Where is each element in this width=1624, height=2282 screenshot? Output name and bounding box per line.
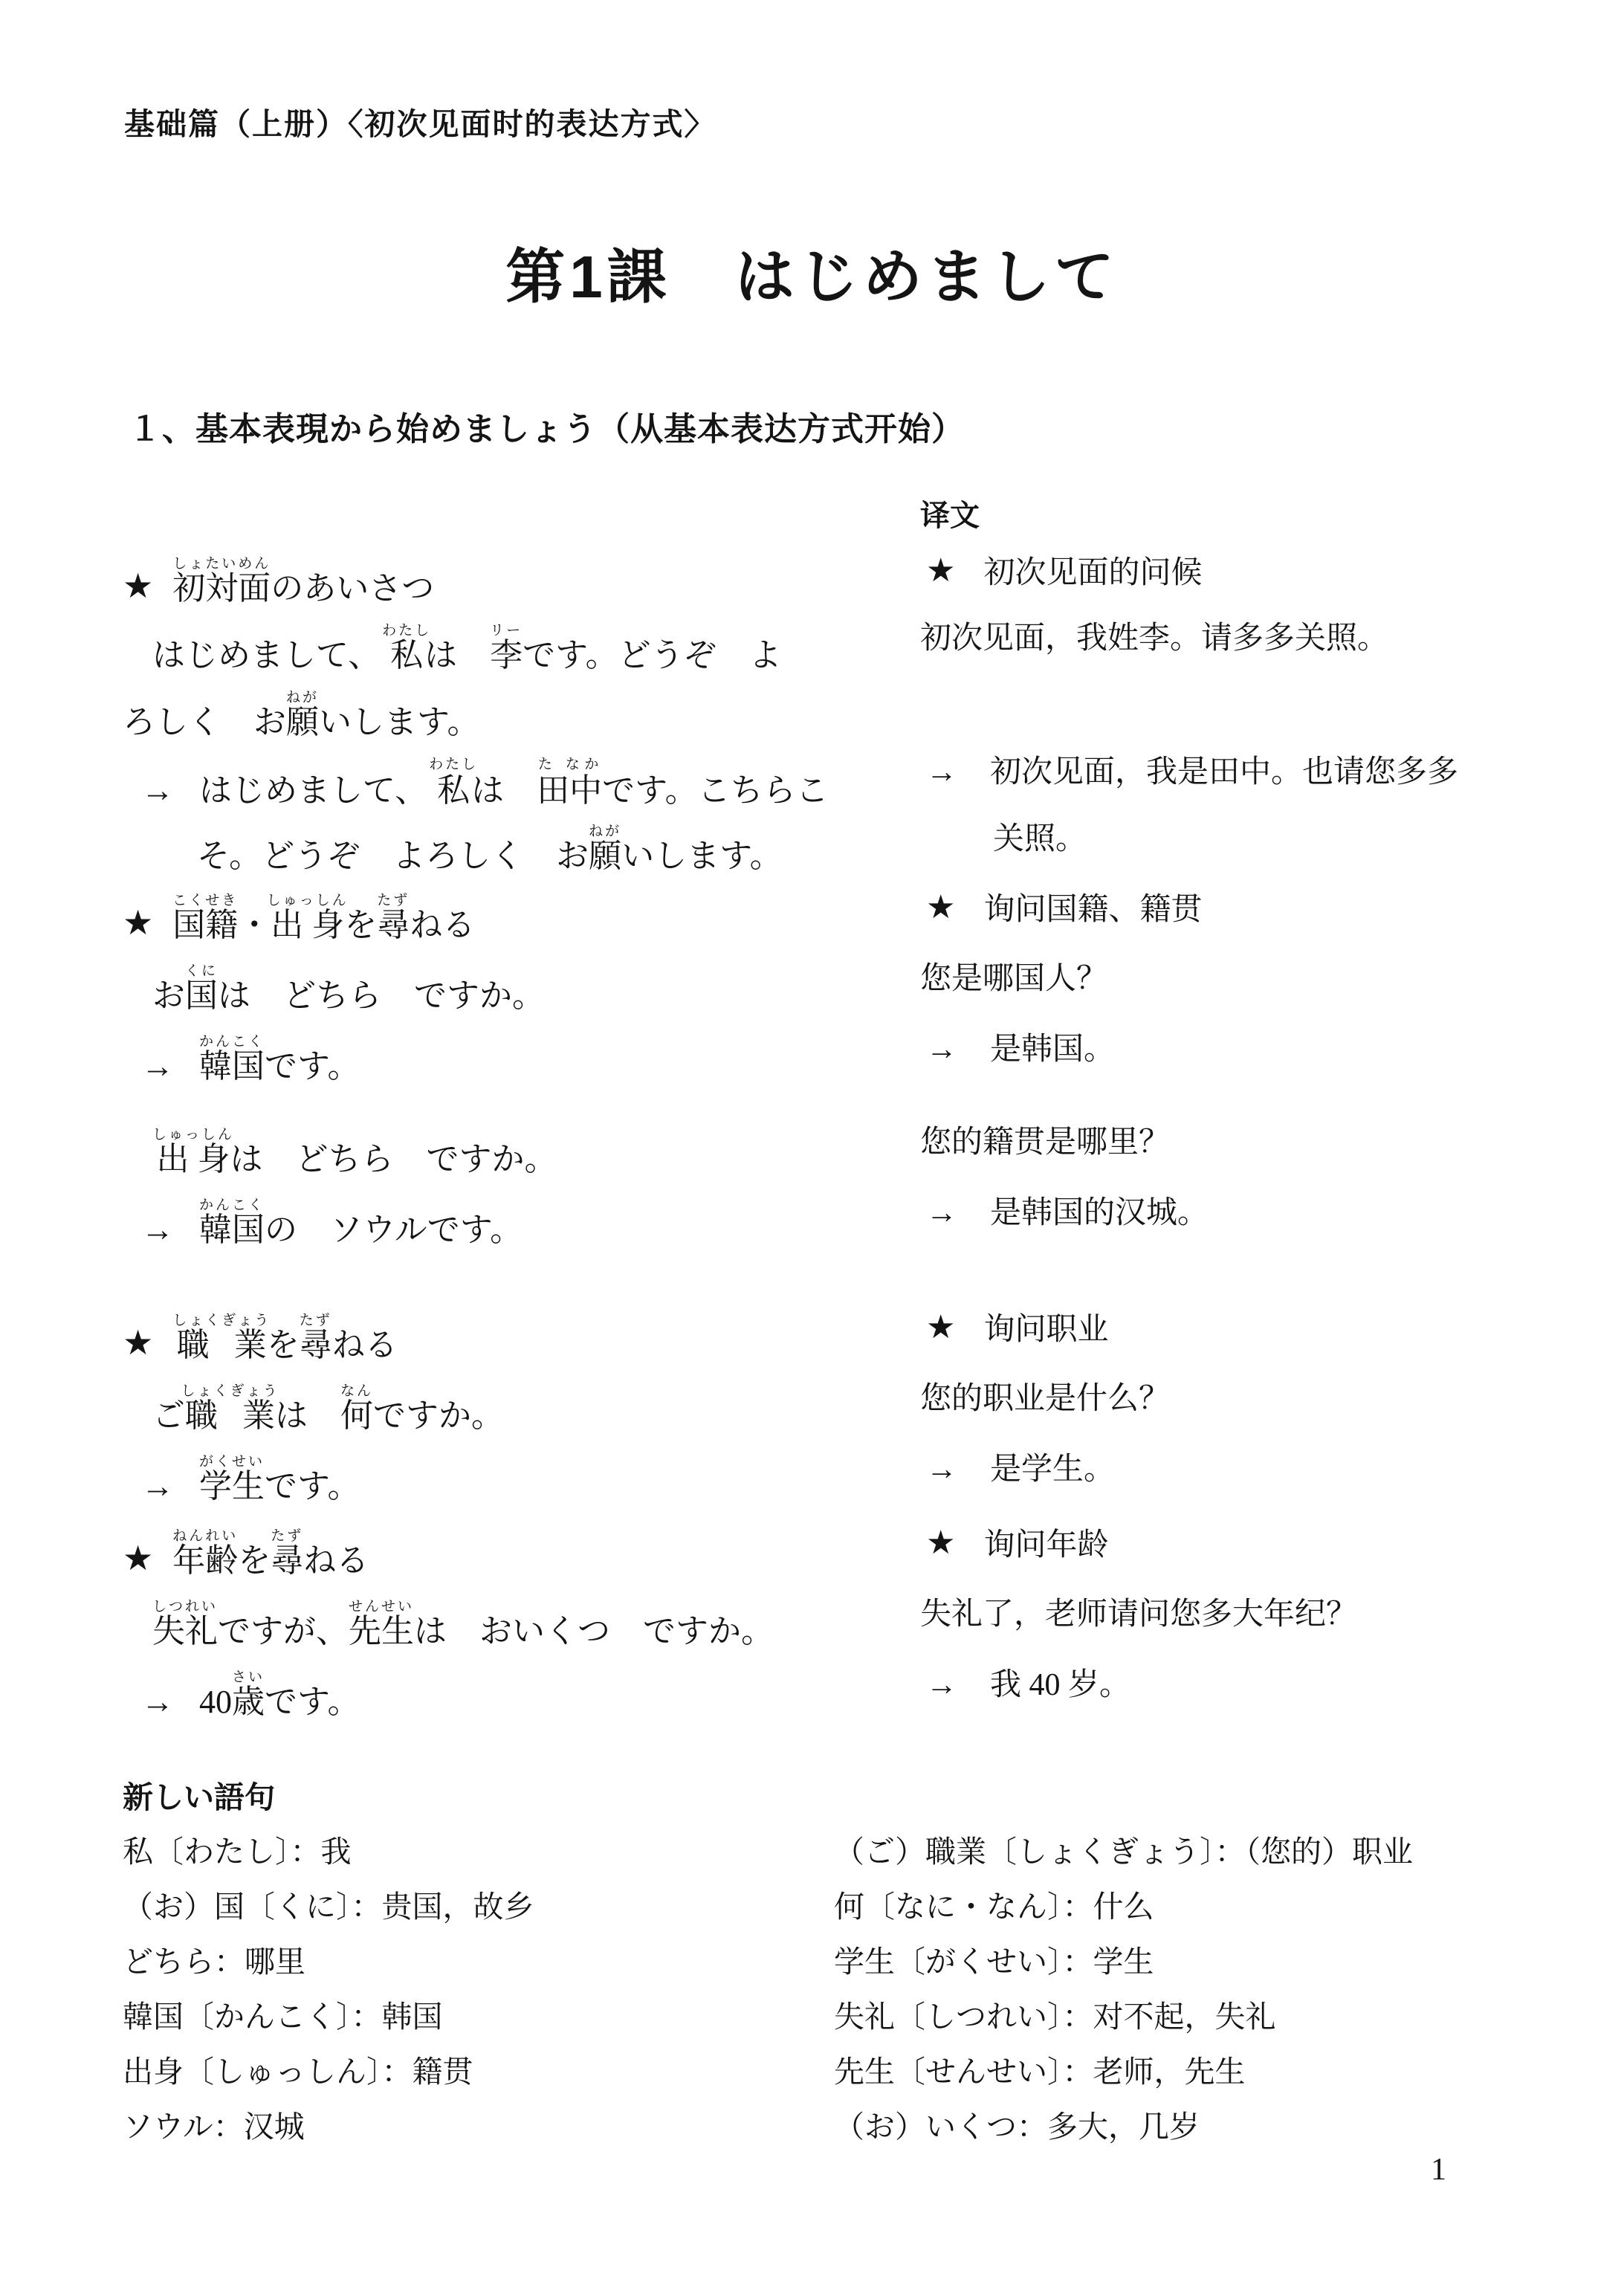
cn-occupation-question: 您的职业是什么？ — [920, 1382, 1171, 1416]
jp-greeting-reply-line — [141, 757, 829, 807]
cn-occupation-topic: 询问职业 — [983, 1313, 1109, 1347]
cn-greeting-line-1: 初次见面，我姓李。请多多关照。 — [920, 621, 1389, 656]
vocab-item: ソウル：汉城 — [123, 2110, 305, 2144]
jp-age-question: 失礼しつれいですが、先生せんせいは おいくつ ですか。 — [152, 1599, 774, 1649]
cn-occupation-reply: 是学生。 — [990, 1452, 1116, 1487]
vocab-item: どちら：哪里 — [123, 1945, 305, 1979]
arrow-icon: → — [926, 1196, 957, 1230]
jp-nationality-reply: 韓国かんこくです。 — [199, 1034, 360, 1085]
vocab-item: 出身〔しゅっしん〕：籍贯 — [123, 2055, 473, 2089]
cn-nationality-question: 您是哪国人？ — [920, 962, 1108, 996]
arrow-icon: → — [141, 1684, 174, 1720]
jp-origin-question: 出身しゅっしんは どちら ですか。 — [152, 1127, 557, 1177]
vocab-item: 何〔なに・なん〕：什么 — [834, 1890, 1154, 1924]
vocab-item: （ご）職業〔しょくぎょう〕：（您的）职业 — [834, 1835, 1413, 1869]
cn-occupation-reply-line — [926, 1454, 1115, 1485]
vocab-item: （お）国〔くに〕：贵国，故乡 — [123, 1890, 534, 1924]
cn-greeting-topic-line — [926, 552, 1203, 590]
vocab-heading: 新しい語句 — [123, 1780, 275, 1814]
jp-nationality-topic-line — [123, 893, 475, 942]
arrow-icon: → — [926, 1452, 957, 1487]
jp-nationality-reply-line — [141, 1034, 360, 1083]
jp-age-topic-line — [123, 1528, 369, 1577]
jp-occupation-reply: 学生がくせいです。 — [199, 1454, 360, 1504]
jp-age-reply-line — [141, 1670, 360, 1719]
jp-greeting-topic-line — [123, 556, 434, 605]
star-icon: ★ — [123, 1324, 154, 1362]
cn-age-reply: 我 40 岁。 — [990, 1668, 1131, 1702]
vocab-item: （お）いくつ：多大，几岁 — [834, 2110, 1200, 2144]
star-icon: ★ — [926, 889, 956, 925]
translation-heading: 译文 — [920, 500, 980, 532]
star-icon: ★ — [926, 1525, 956, 1561]
star-icon: ★ — [123, 567, 154, 605]
cn-age-topic: 询问年龄 — [983, 1528, 1109, 1562]
cn-age-question: 失礼了，老师请问您多大年纪？ — [920, 1597, 1358, 1632]
vocab-item: 学生〔がくせい〕：学生 — [834, 1945, 1154, 1979]
cn-age-topic-line — [926, 1525, 1109, 1562]
cn-greeting-reply: 初次见面，我是田中。也请您多多 — [990, 755, 1459, 789]
arrow-icon: → — [926, 1668, 957, 1702]
jp-origin-reply: 韓国かんこくの ソウルです。 — [199, 1197, 523, 1248]
jp-age-topic: 年齢ねんれいを尋たずねる — [172, 1528, 369, 1579]
cn-origin-reply: 是韩国的汉城。 — [990, 1196, 1209, 1230]
cn-origin-question: 您的籍贯是哪里？ — [920, 1125, 1171, 1160]
jp-greeting-line-4: そ。どうぞ よろしく お願ねがいします。 — [197, 824, 783, 874]
jp-greeting-topic: 初対面しょたいめんのあいさつ — [172, 556, 435, 607]
star-icon: ★ — [123, 1539, 154, 1577]
jp-origin-reply-line — [141, 1197, 523, 1247]
section-heading: １、基本表現から始めましょう（从基本表达方式开始） — [129, 411, 965, 447]
vocab-item: 先生〔せんせい〕：老师，先生 — [834, 2055, 1246, 2089]
cn-origin-reply-line — [926, 1197, 1209, 1229]
arrow-icon: → — [926, 1032, 957, 1067]
cn-age-reply-line — [926, 1670, 1130, 1701]
jp-nationality-question: お国くには どちら ですか。 — [152, 963, 545, 1014]
star-icon: ★ — [926, 552, 956, 589]
jp-greeting-line-1: はじめまして、 私わたしは 李リーです。どうぞ よ — [152, 623, 782, 673]
jp-occupation-topic-line — [123, 1313, 398, 1362]
jp-greeting-line-2: ろしく お願ねがいします。 — [123, 690, 480, 740]
jp-occupation-question: ご職 業しょくぎょうは 何なんですか。 — [152, 1383, 505, 1434]
arrow-icon: → — [141, 772, 174, 809]
star-icon: ★ — [926, 1309, 956, 1345]
arrow-icon: → — [141, 1212, 174, 1248]
vocab-item: 韓国〔かんこく〕：韩国 — [123, 2000, 443, 2034]
arrow-icon: → — [141, 1048, 174, 1085]
cn-greeting-line-3: 关照。 — [993, 822, 1087, 856]
jp-greeting-reply: はじめまして、 私わたしは 田中た なかです。こちらこ — [199, 757, 829, 809]
arrow-icon: → — [926, 755, 957, 789]
jp-occupation-reply-line — [141, 1454, 360, 1503]
vocab-item: 私〔わたし〕：我 — [123, 1835, 352, 1869]
lesson-title: 第1課 はじめまして — [505, 244, 1119, 310]
arrow-icon: → — [141, 1468, 174, 1504]
jp-age-reply: 40歳さいです。 — [199, 1670, 360, 1720]
cn-occupation-topic-line — [926, 1309, 1109, 1347]
cn-nationality-reply: 是韩国。 — [990, 1032, 1116, 1067]
cn-nationality-topic: 询问国籍、籍贯 — [983, 893, 1203, 927]
cn-greeting-topic: 初次见面的问候 — [983, 556, 1203, 590]
page-number: 1 — [1431, 2153, 1446, 2187]
cn-nationality-topic-line — [926, 889, 1203, 927]
cn-greeting-reply-line — [926, 757, 1458, 788]
page-header: 基础篇（上册）〈初次见面时的表达方式〉 — [124, 107, 716, 141]
cn-nationality-reply-line — [926, 1034, 1115, 1065]
jp-nationality-topic: 国籍こくせき・出身しゅっしんを尋たずねる — [172, 893, 476, 943]
jp-occupation-topic: 職 業しょくぎょうを尋たずねる — [172, 1313, 398, 1363]
star-icon: ★ — [123, 904, 154, 942]
vocab-item: 失礼〔しつれい〕：对不起，失礼 — [834, 2000, 1276, 2034]
